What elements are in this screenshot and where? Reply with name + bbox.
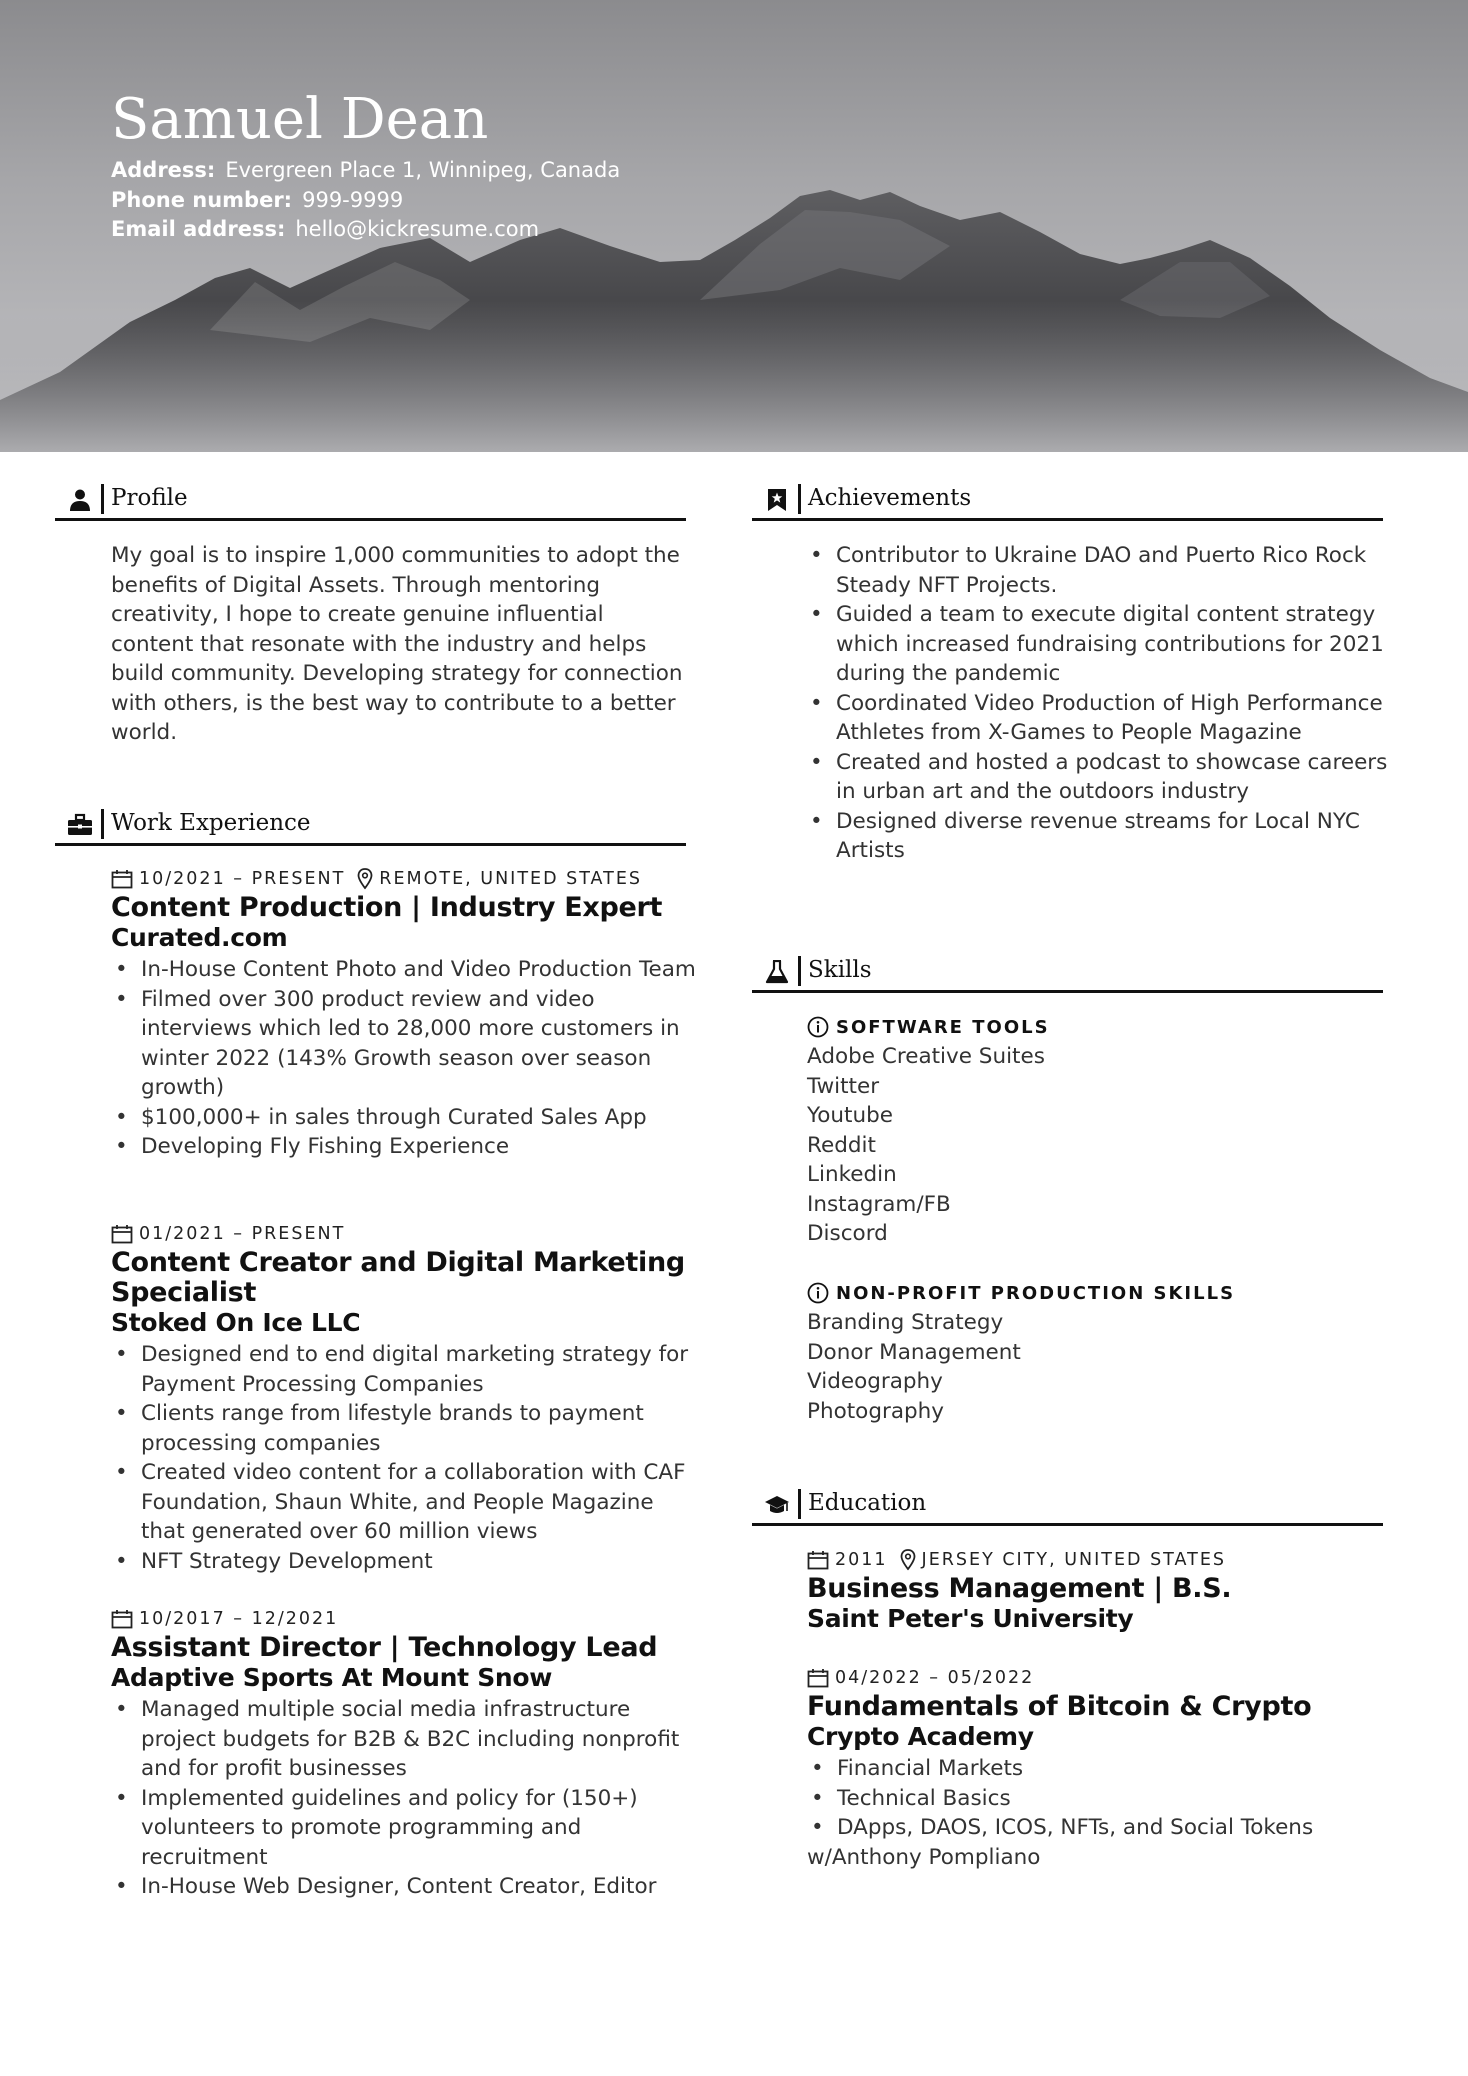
skill-item: Branding Strategy: [807, 1310, 1004, 1335]
section-divider-bar: [101, 809, 104, 839]
education-entry: [807, 1663, 1397, 1872]
info-circle-icon: [807, 1016, 829, 1038]
section-divider-bar: [798, 484, 801, 514]
skill-category-header: [807, 1012, 1387, 1042]
education-title: Business Management | B.S.: [807, 1573, 1232, 1604]
education-location-text: JERSEY CITY, UNITED STATES: [921, 1549, 1226, 1570]
achievements-list: [806, 541, 1396, 866]
job-location-text: REMOTE, UNITED STATES: [379, 868, 643, 889]
profile-section-title: Profile: [111, 485, 188, 511]
work-section-header: [55, 801, 686, 846]
job-bullet: • Developing Fly Fishing Experience: [111, 1132, 701, 1162]
person-icon: [67, 488, 93, 512]
job-meta: [111, 1219, 701, 1248]
job-company: Adaptive Sports At Mount Snow: [111, 1663, 553, 1692]
calendar-icon: [111, 869, 133, 889]
job-bullet: • In-House Web Designer, Content Creator, Editor: [111, 1872, 701, 1902]
phone-value: 999-9999: [302, 187, 404, 212]
job-bullet: • Designed end to end digital marketing strategy for Payment Processing Companies: [111, 1340, 701, 1399]
skill-category-name: SOFTWARE TOOLS: [836, 1016, 1050, 1038]
profile-summary: [111, 541, 691, 748]
graduation-cap-icon: [764, 1493, 790, 1517]
job-dates: 10/2017 – 12/2021: [139, 1608, 339, 1629]
section-divider-bar: [798, 1489, 801, 1519]
job-bullet: • Created video content for a collaboration with CAF Foundation, Shaun White, and People Magazine that generated over 60 million views: [111, 1458, 701, 1547]
section-divider-bar: [798, 956, 801, 986]
address-value: Evergreen Place 1, Winnipeg, Canada: [225, 158, 621, 182]
skill-category-header: [807, 1278, 1387, 1308]
work-section-title: Work Experience: [111, 810, 311, 836]
job-title: Content Creator and Digital Marketing Specialist: [111, 1247, 685, 1308]
skill-category: [807, 1278, 1387, 1426]
education-dates: 2011: [835, 1549, 888, 1570]
job-title: Assistant Director | Technology Lead: [111, 1632, 658, 1663]
address-label: Address:: [111, 158, 216, 182]
education-meta: [807, 1663, 1397, 1692]
job-bullet: • $100,000+ in sales through Curated Sales App: [111, 1103, 701, 1133]
achievements-section-header: [752, 476, 1383, 521]
job-dates: 01/2021 – PRESENT: [139, 1223, 346, 1244]
skill-item: Twitter: [807, 1073, 880, 1099]
skill-item: Linkedin: [807, 1162, 897, 1187]
education-entry: [807, 1545, 1397, 1636]
job-dates: 10/2021 – PRESENT: [139, 868, 346, 889]
job-title: Content Production | Industry Expert: [111, 892, 663, 923]
achievement-item: • Coordinated Video Production of High Performance Athletes from X-Games to People Magazine: [806, 689, 1396, 748]
profile-text: My goal is to inspire 1,000 communities to adopt the benefits of Digital Assets. Through mentoring creativity, I hope to create genuine influential content that resonate with the industry and helps build community. Developing strategy for connection with others, is the best way to contribute to a better world.: [111, 543, 683, 745]
achievement-item: • Contributor to Ukraine DAO and Puerto Rico Rock Steady NFT Projects.: [806, 541, 1396, 600]
phone-label: Phone number:: [111, 187, 293, 212]
job-bullet: • Filmed over 300 product review and video interviews which led to 28,000 more customers in winter 2022 (143% Growth season over season growth): [111, 985, 701, 1103]
education-section-title: Education: [808, 1490, 927, 1516]
skill-item: Instagram/FB: [807, 1191, 951, 1217]
job-company: Stoked On Ice LLC: [111, 1308, 361, 1337]
job-company: Curated.com: [111, 923, 288, 952]
job-bullets: [111, 955, 701, 1162]
achievement-item: • Guided a team to execute digital content strategy which increased fundraising contributions for 2021 during the pandemic: [806, 600, 1396, 689]
education-bullet: • Financial Markets: [807, 1754, 1397, 1784]
job-entry: [111, 1219, 701, 1576]
job-meta: [111, 864, 701, 893]
job-bullet: • In-House Content Photo and Video Production Team: [111, 955, 701, 985]
job-bullets: [111, 1695, 701, 1902]
job-bullet: • Implemented guidelines and policy for (150+) volunteers to promote programming and recruitment: [111, 1784, 701, 1873]
skills-section-title: Skills: [808, 957, 872, 983]
education-institution: Crypto Academy: [807, 1722, 1034, 1751]
phone-row: [111, 186, 620, 216]
calendar-icon: [111, 1609, 133, 1629]
address-row: [111, 156, 620, 186]
skill-item: Videography: [807, 1369, 943, 1394]
job-meta: [111, 1604, 701, 1633]
skill-item: Donor Management: [807, 1339, 1021, 1365]
section-divider-bar: [101, 484, 104, 514]
achievement-item: • Created and hosted a podcast to showcase careers in urban art and the outdoors industry: [806, 748, 1396, 807]
candidate-name: Samuel Dean: [111, 87, 489, 152]
skill-item: Photography: [807, 1398, 944, 1424]
education-institution: Saint Peter's University: [807, 1604, 1134, 1633]
skills-section-header: [752, 948, 1383, 993]
education-meta: [807, 1545, 1397, 1574]
job-entry: [111, 1604, 701, 1902]
flask-icon: [764, 960, 790, 984]
education-bullets: [807, 1754, 1397, 1843]
achievements-section-title: Achievements: [808, 485, 972, 511]
skill-category-name: NON-PROFIT PRODUCTION SKILLS: [836, 1282, 1236, 1304]
skill-item: Discord: [807, 1221, 888, 1246]
education-dates: 04/2022 – 05/2022: [835, 1667, 1035, 1688]
skill-item: Reddit: [807, 1132, 876, 1158]
education-bullet: • DApps, DAOS, ICOS, NFTs, and Social Tokens: [807, 1813, 1397, 1843]
map-pin-icon: [357, 868, 373, 890]
education-note: w/Anthony Pompliano: [807, 1844, 1041, 1870]
email-label: Email address:: [111, 217, 286, 241]
education-bullet: • Technical Basics: [807, 1784, 1397, 1814]
bookmark-star-icon: [764, 488, 790, 512]
header-banner: [0, 0, 1468, 452]
calendar-icon: [111, 1224, 133, 1244]
skill-category: [807, 1012, 1387, 1249]
email-row: [111, 215, 620, 245]
calendar-icon: [807, 1550, 829, 1570]
map-pin-icon: [900, 1549, 916, 1571]
education-location: [900, 1549, 1226, 1571]
skill-item: Youtube: [807, 1103, 893, 1128]
education-section-header: [752, 1481, 1383, 1526]
calendar-icon: [807, 1668, 829, 1688]
achievement-item: • Designed diverse revenue streams for Local NYC Artists: [806, 807, 1396, 866]
briefcase-icon: [67, 813, 93, 837]
skill-item: Adobe Creative Suites: [807, 1044, 1045, 1069]
profile-section-header: [55, 476, 686, 521]
job-bullets: [111, 1340, 701, 1576]
job-location: [357, 868, 642, 890]
job-bullet: • NFT Strategy Development: [111, 1547, 701, 1577]
info-circle-icon: [807, 1282, 829, 1304]
job-bullet: • Clients range from lifestyle brands to payment processing companies: [111, 1399, 701, 1458]
email-value: hello@kickresume.com: [295, 217, 540, 241]
job-bullet: • Managed multiple social media infrastructure project budgets for B2B & B2C including nonprofit and for profit businesses: [111, 1695, 701, 1784]
job-entry: [111, 864, 701, 1162]
education-title: Fundamentals of Bitcoin & Crypto: [807, 1691, 1312, 1722]
contact-info: [111, 156, 620, 245]
